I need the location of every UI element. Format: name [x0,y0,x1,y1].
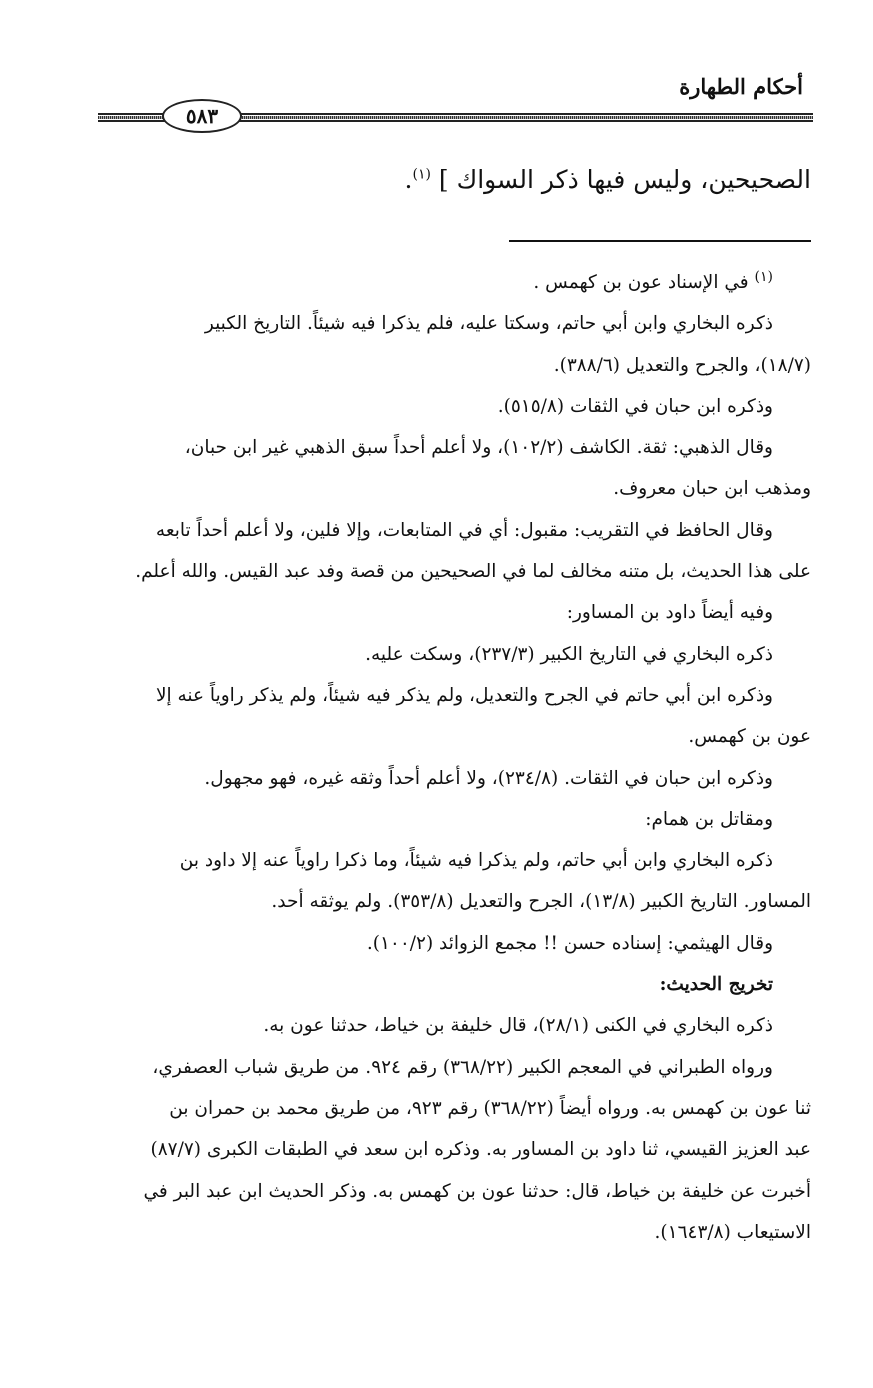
main-text-line [62,160,811,200]
footnote-line: عون بن كهمس. [688,726,811,748]
main-text: الصحيحين، وليس فيها ذكر السواك ] [438,165,811,194]
footnote-line: أخبرت عن خليفة بن خياط، قال: حدثنا عون بن كهمس به. وذكر الحديث ابن عبد البر في [143,1180,811,1202]
footnote-line: ذكره البخاري في التاريخ الكبير (٢٣٧/٣)، وسكت عليه. [365,643,773,665]
footnote-line: وذكره ابن حبان في الثقات. (٢٣٤/٨)، ولا أعلم أحداً وثقه غيره، فهو مجهول. [204,767,773,789]
footnote-line: وذكره ابن حبان في الثقات (٥١٥/٨). [497,395,773,417]
footnote-line: (١٨/٧)، والجرح والتعديل (٣٨٨/٦). [553,354,811,376]
footnotes [62,262,811,1253]
footnote-line: على هذا الحديث، بل متنه مخالف لما في الصحيحين من قصة وفد عبد القيس. والله أعلم. [135,561,811,583]
footnote-line: $^{(١)}$ في الإسناد عون بن كهمس . [533,268,773,293]
footnote-line: ذكره البخاري وابن أبي حاتم، ولم يذكرا فيه شيئاً، وما ذكرا راوياً عنه إلا داود بن [179,850,773,872]
footnote-separator [509,240,811,242]
footnote-line: وقال الهيثمي: إسناده حسن !! مجمع الزوائد (١٠٠/٢). [366,932,773,954]
page-number: ٥٨٣ [162,99,242,133]
footnote-line: وذكره ابن أبي حاتم في الجرح والتعديل، ولم يذكر فيه شيئاً، ولم يذكر راوياً عنه إلا [155,684,773,706]
main-text-end: . [404,165,413,194]
footnote-line: ذكره البخاري وابن أبي حاتم، وسكتا عليه، فلم يذكرا فيه شيئاً. التاريخ الكبير [204,313,773,335]
footnote-line: الاستيعاب (١٦٤٣/٨). [654,1221,811,1243]
footnote-line: ذكره البخاري في الكنى (٢٨/١)، قال خليفة بن خياط، حدثنا عون به. [263,1015,773,1037]
footnote-line: ثنا عون بن كهمس به. ورواه أيضاً (٣٦٨/٢٢) رقم ٩٢٣، من طريق محمد بن حمران بن [169,1097,811,1119]
footnote-line: وقال الذهبي: ثقة. الكاشف (١٠٢/٢)، ولا أعلم أحداً سبق الذهبي غير ابن حبان، [184,437,773,459]
footnote-line: وقال الحافظ في التقريب: مقبول: أي في المتابعات، وإلا فلين، ولا أعلم أحداً تابعه [155,519,773,541]
footnote-line: ومقاتل بن همام: [645,808,773,830]
footnote-line: ورواه الطبراني في المعجم الكبير (٣٦٨/٢٢) رقم ٩٢٤. من طريق شباب العصفري، [152,1056,773,1078]
footnote-marker: (١) [754,268,773,285]
running-title: أحكام الطهارة [679,74,803,99]
footnote-reference: (١) [412,166,431,183]
footnote-line: عبد العزيز القيسي، ثنا داود بن المساور به. وذكره ابن سعد في الطبقات الكبرى (٨٧/٧) [150,1139,811,1161]
section-heading: تخريج الحديث: [659,974,773,996]
footnote-line: المساور. التاريخ الكبير (١٣/٨)، الجرح والتعديل (٣٥٣/٨). ولم يوثقه أحد. [271,891,811,913]
footnote-line: وفيه أيضاً داود بن المساور: [566,602,773,624]
footnote-line: ومذهب ابن حبان معروف. [613,478,811,500]
